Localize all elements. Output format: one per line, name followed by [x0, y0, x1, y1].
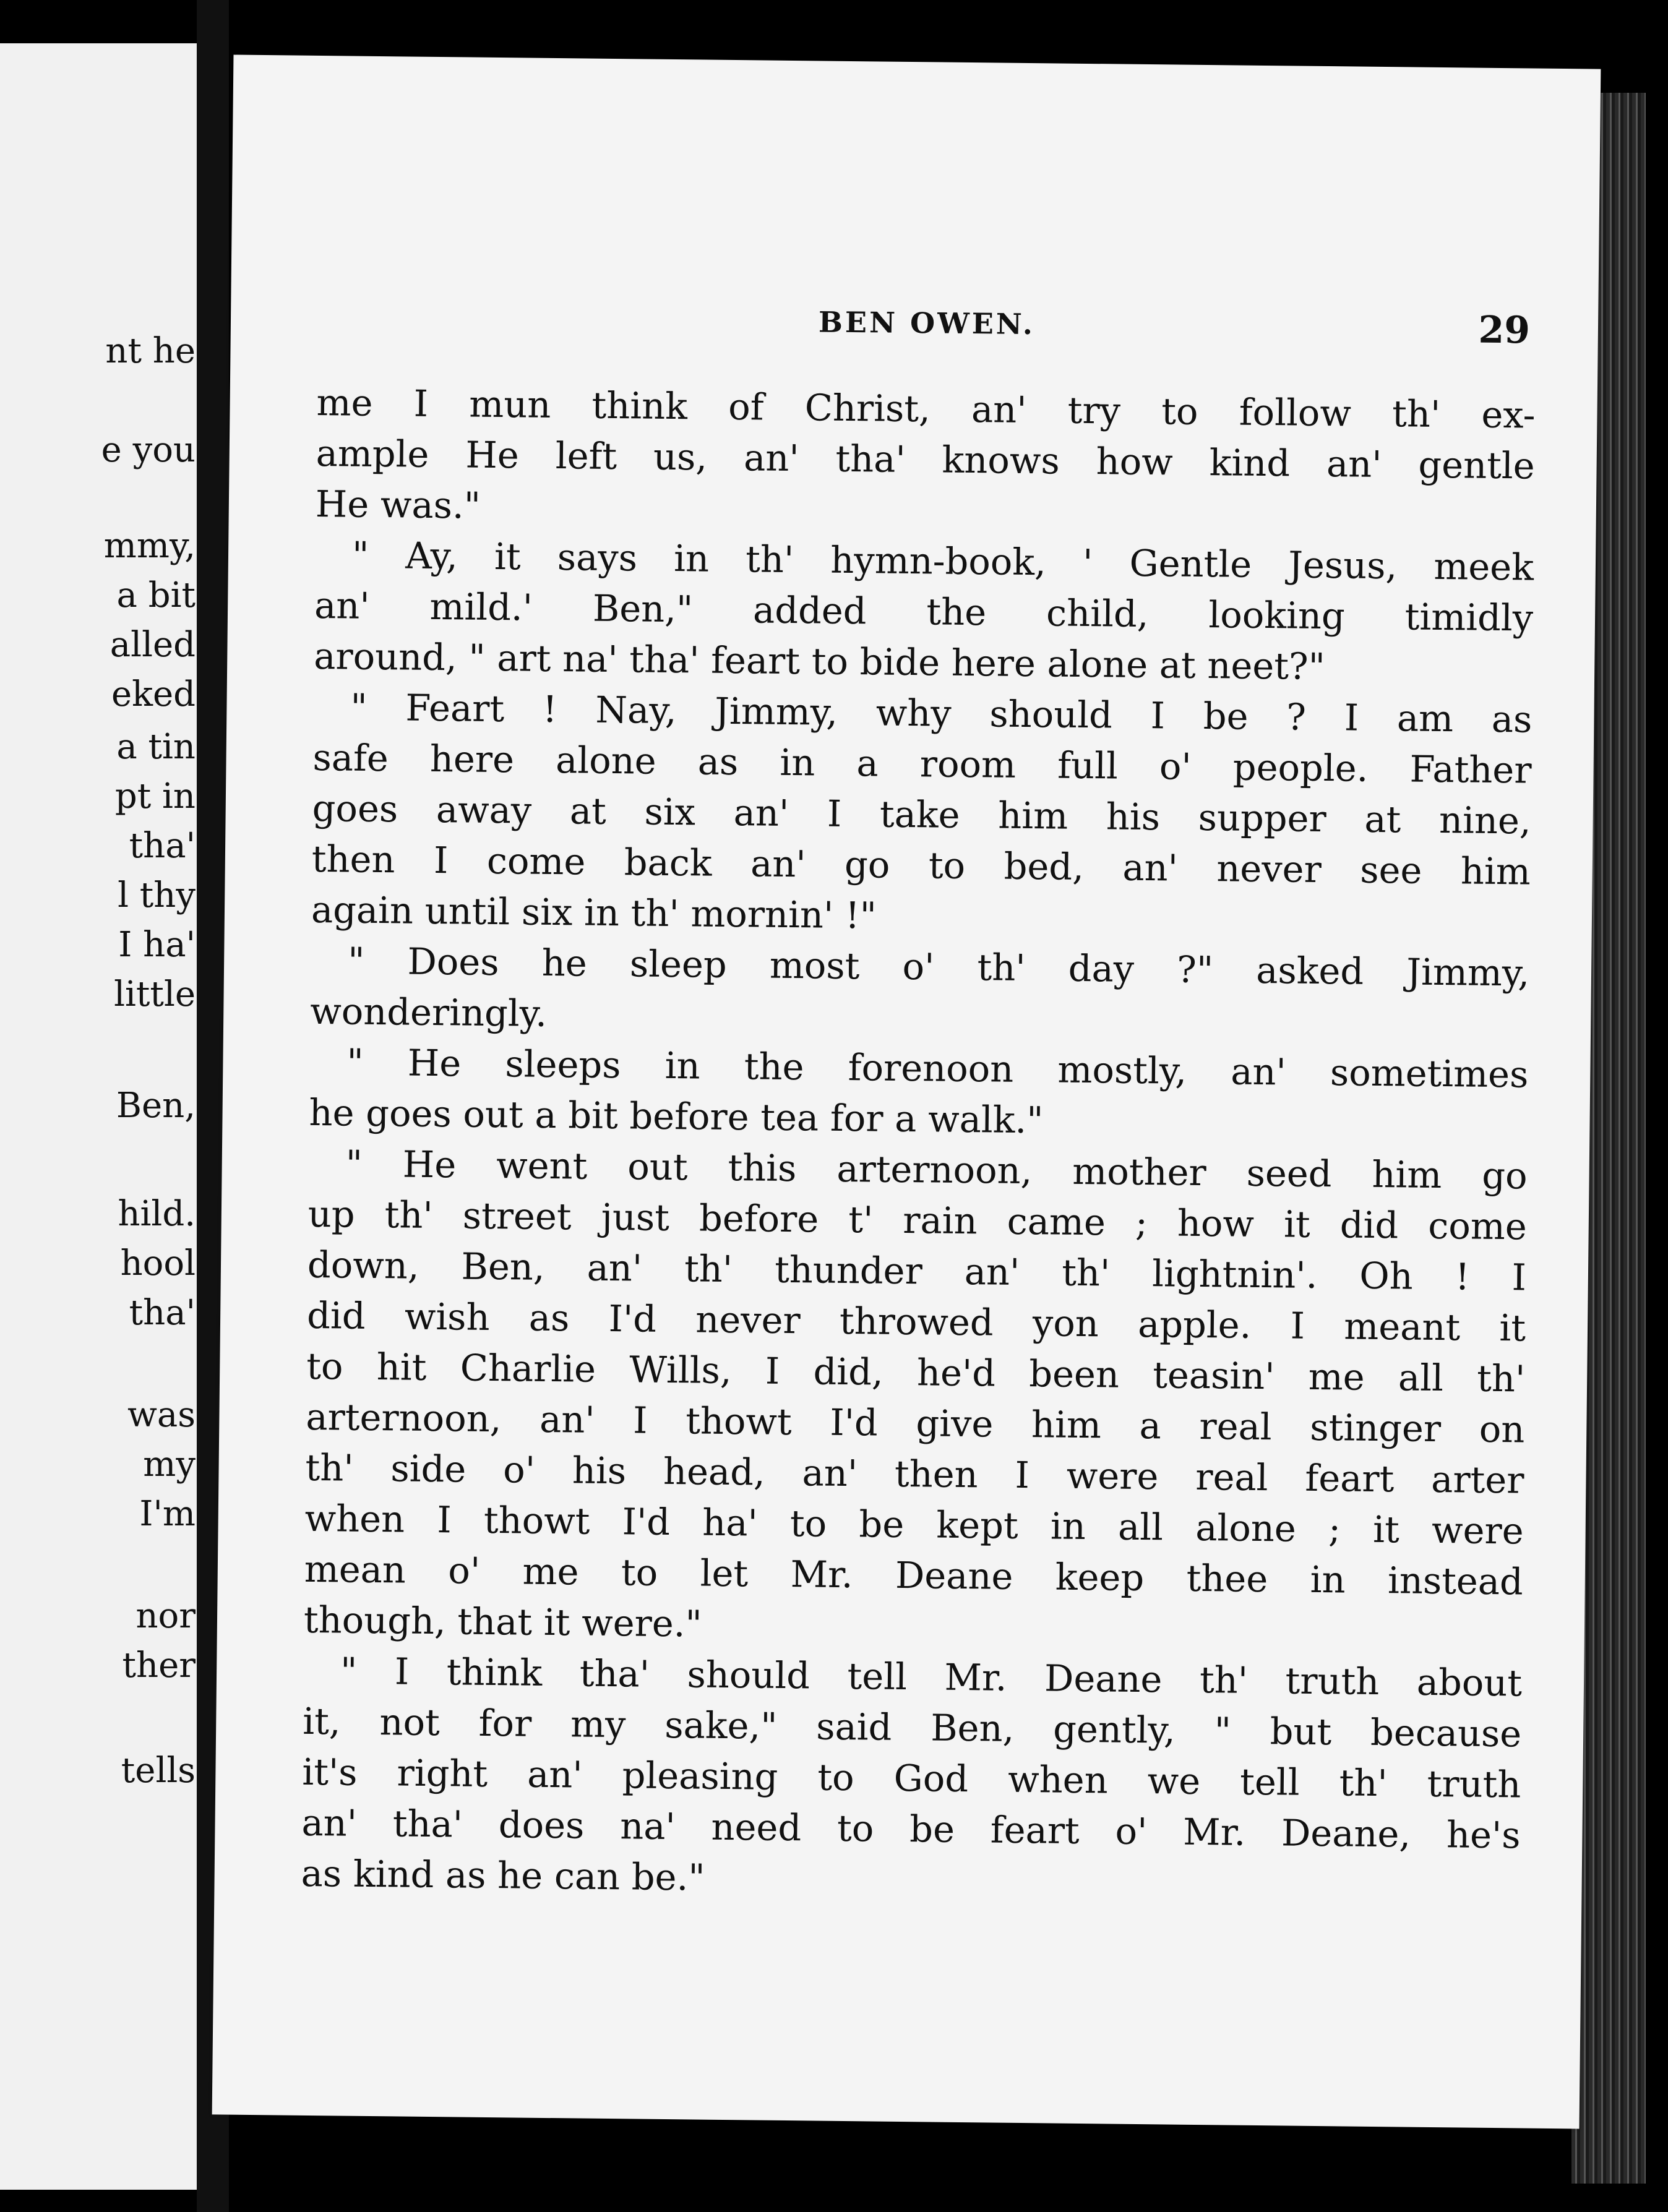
- text-line: an' tha' does na' need to be feart o' Mr. Deane, he's: [301, 1801, 1521, 1857]
- text-line: " I think tha' should tell Mr. Deane th' truth about: [340, 1649, 1523, 1705]
- left-page-text-fragment: was: [127, 1395, 196, 1435]
- left-page-text-fragment: mmy,: [103, 526, 196, 566]
- text-line: " He sleeps in the forenoon mostly, an' sometimes: [346, 1040, 1529, 1096]
- text-line: down, Ben, an' th' thunder an' th' lightnin'. Oh ! I: [307, 1243, 1527, 1299]
- text-line: though, that it were.": [303, 1598, 702, 1645]
- left-page-text-fragment: l thy: [118, 875, 196, 915]
- text-line: ample He left us, an' tha' knows how kind an' gentle: [316, 431, 1536, 487]
- text-line: it's right an' pleasing to God when we tell th' truth: [302, 1750, 1521, 1806]
- left-page-text-fragment: a bit: [116, 575, 196, 615]
- paragraph: [301, 1645, 1522, 1912]
- left-page-text-fragment: my: [143, 1444, 196, 1485]
- text-line: " Feart ! Nay, Jimmy, why should I be ? I am as: [350, 685, 1533, 741]
- left-page-text-fragment: tha': [129, 1293, 196, 1333]
- text-line: arternoon, an' I thowt I'd give him a real stinger on: [306, 1395, 1525, 1451]
- text-line: it, not for my sake," said Ben, gently, " but because: [302, 1699, 1522, 1755]
- left-page-text-fragment: nor: [135, 1596, 196, 1636]
- body-text: [301, 377, 1536, 1911]
- paragraph: [304, 1138, 1528, 1658]
- text-line: around, " art na' tha' feart to bide here alone at neet?": [313, 634, 1326, 688]
- left-page-text-fragment: tells: [121, 1751, 196, 1791]
- text-line: did wish as I'd never throwed yon apple. I meant it: [306, 1293, 1526, 1350]
- text-line: up th' street just before t' rain came ; how it did come: [307, 1192, 1528, 1248]
- text-line: again until six in th' mornin' !": [311, 888, 877, 937]
- running-head: BEN OWEN.: [818, 305, 1036, 341]
- left-page-text-fragment: Ben,: [116, 1086, 196, 1126]
- text-line: safe here alone as in a room full o' people. Father: [312, 735, 1532, 792]
- paragraph: [309, 1037, 1529, 1151]
- left-page-text-fragment: hool: [120, 1243, 196, 1284]
- text-line: wonderingly.: [309, 989, 548, 1035]
- text-line: to hit Charlie Wills, I did, he'd been teasin' me all th': [306, 1344, 1526, 1400]
- page-header: [317, 300, 1537, 362]
- text-line: th' side o' his head, an' then I were real feart arter: [305, 1446, 1524, 1502]
- text-line: me I mun think of Christ, an' try to follow th' ex-: [316, 380, 1536, 437]
- text-line: when I thowt I'd ha' to be kept in all alone ; it were: [304, 1496, 1524, 1553]
- text-line: then I come back an' go to bed, an' never see him: [311, 837, 1531, 893]
- left-page-text-fragment: pt in: [114, 776, 196, 817]
- left-page-text-fragment: a tin: [116, 727, 196, 767]
- left-page-text-fragment: hild.: [118, 1194, 196, 1234]
- text-line: mean o' me to let Mr. Deane keep thee in instead: [304, 1547, 1524, 1603]
- text-line: " Ay, it says in th' hymn-book, ' Gentle Jesus, meek: [351, 533, 1534, 589]
- text-line: an' mild.' Ben," added the child, looking timidly: [314, 583, 1534, 640]
- paragraph: [314, 529, 1534, 695]
- left-page-text-fragment: alled: [110, 625, 196, 665]
- paragraph: [311, 682, 1533, 948]
- paragraph: [315, 377, 1535, 542]
- left-page-text-fragment: little: [114, 974, 196, 1014]
- text-line: " Does he sleep most o' th' day ?" asked Jimmy,: [347, 939, 1530, 995]
- page-number: 29: [1478, 308, 1531, 353]
- text-line: He was.": [315, 482, 481, 527]
- left-page-text-fragment: tha': [129, 826, 196, 866]
- left-page-text-fragment: I'm: [139, 1494, 196, 1534]
- text-line: " He went out this arternoon, mother seed him go: [345, 1142, 1528, 1198]
- left-facing-page: [0, 43, 197, 2190]
- paragraph: [310, 935, 1530, 1050]
- left-page-text-fragment: I ha': [118, 925, 196, 965]
- book-page: [212, 55, 1601, 2129]
- left-page-text-fragment: nt he: [105, 331, 196, 371]
- left-page-text-fragment: e you: [101, 430, 196, 470]
- text-line: he goes out a bit before tea for a walk.": [309, 1091, 1044, 1142]
- left-page-text-fragment: ther: [122, 1645, 196, 1686]
- left-page-text-fragment: eked: [111, 674, 196, 714]
- text-line: goes away at six an' I take him his supper at nine,: [312, 786, 1532, 842]
- text-line: as kind as he can be.": [301, 1851, 705, 1899]
